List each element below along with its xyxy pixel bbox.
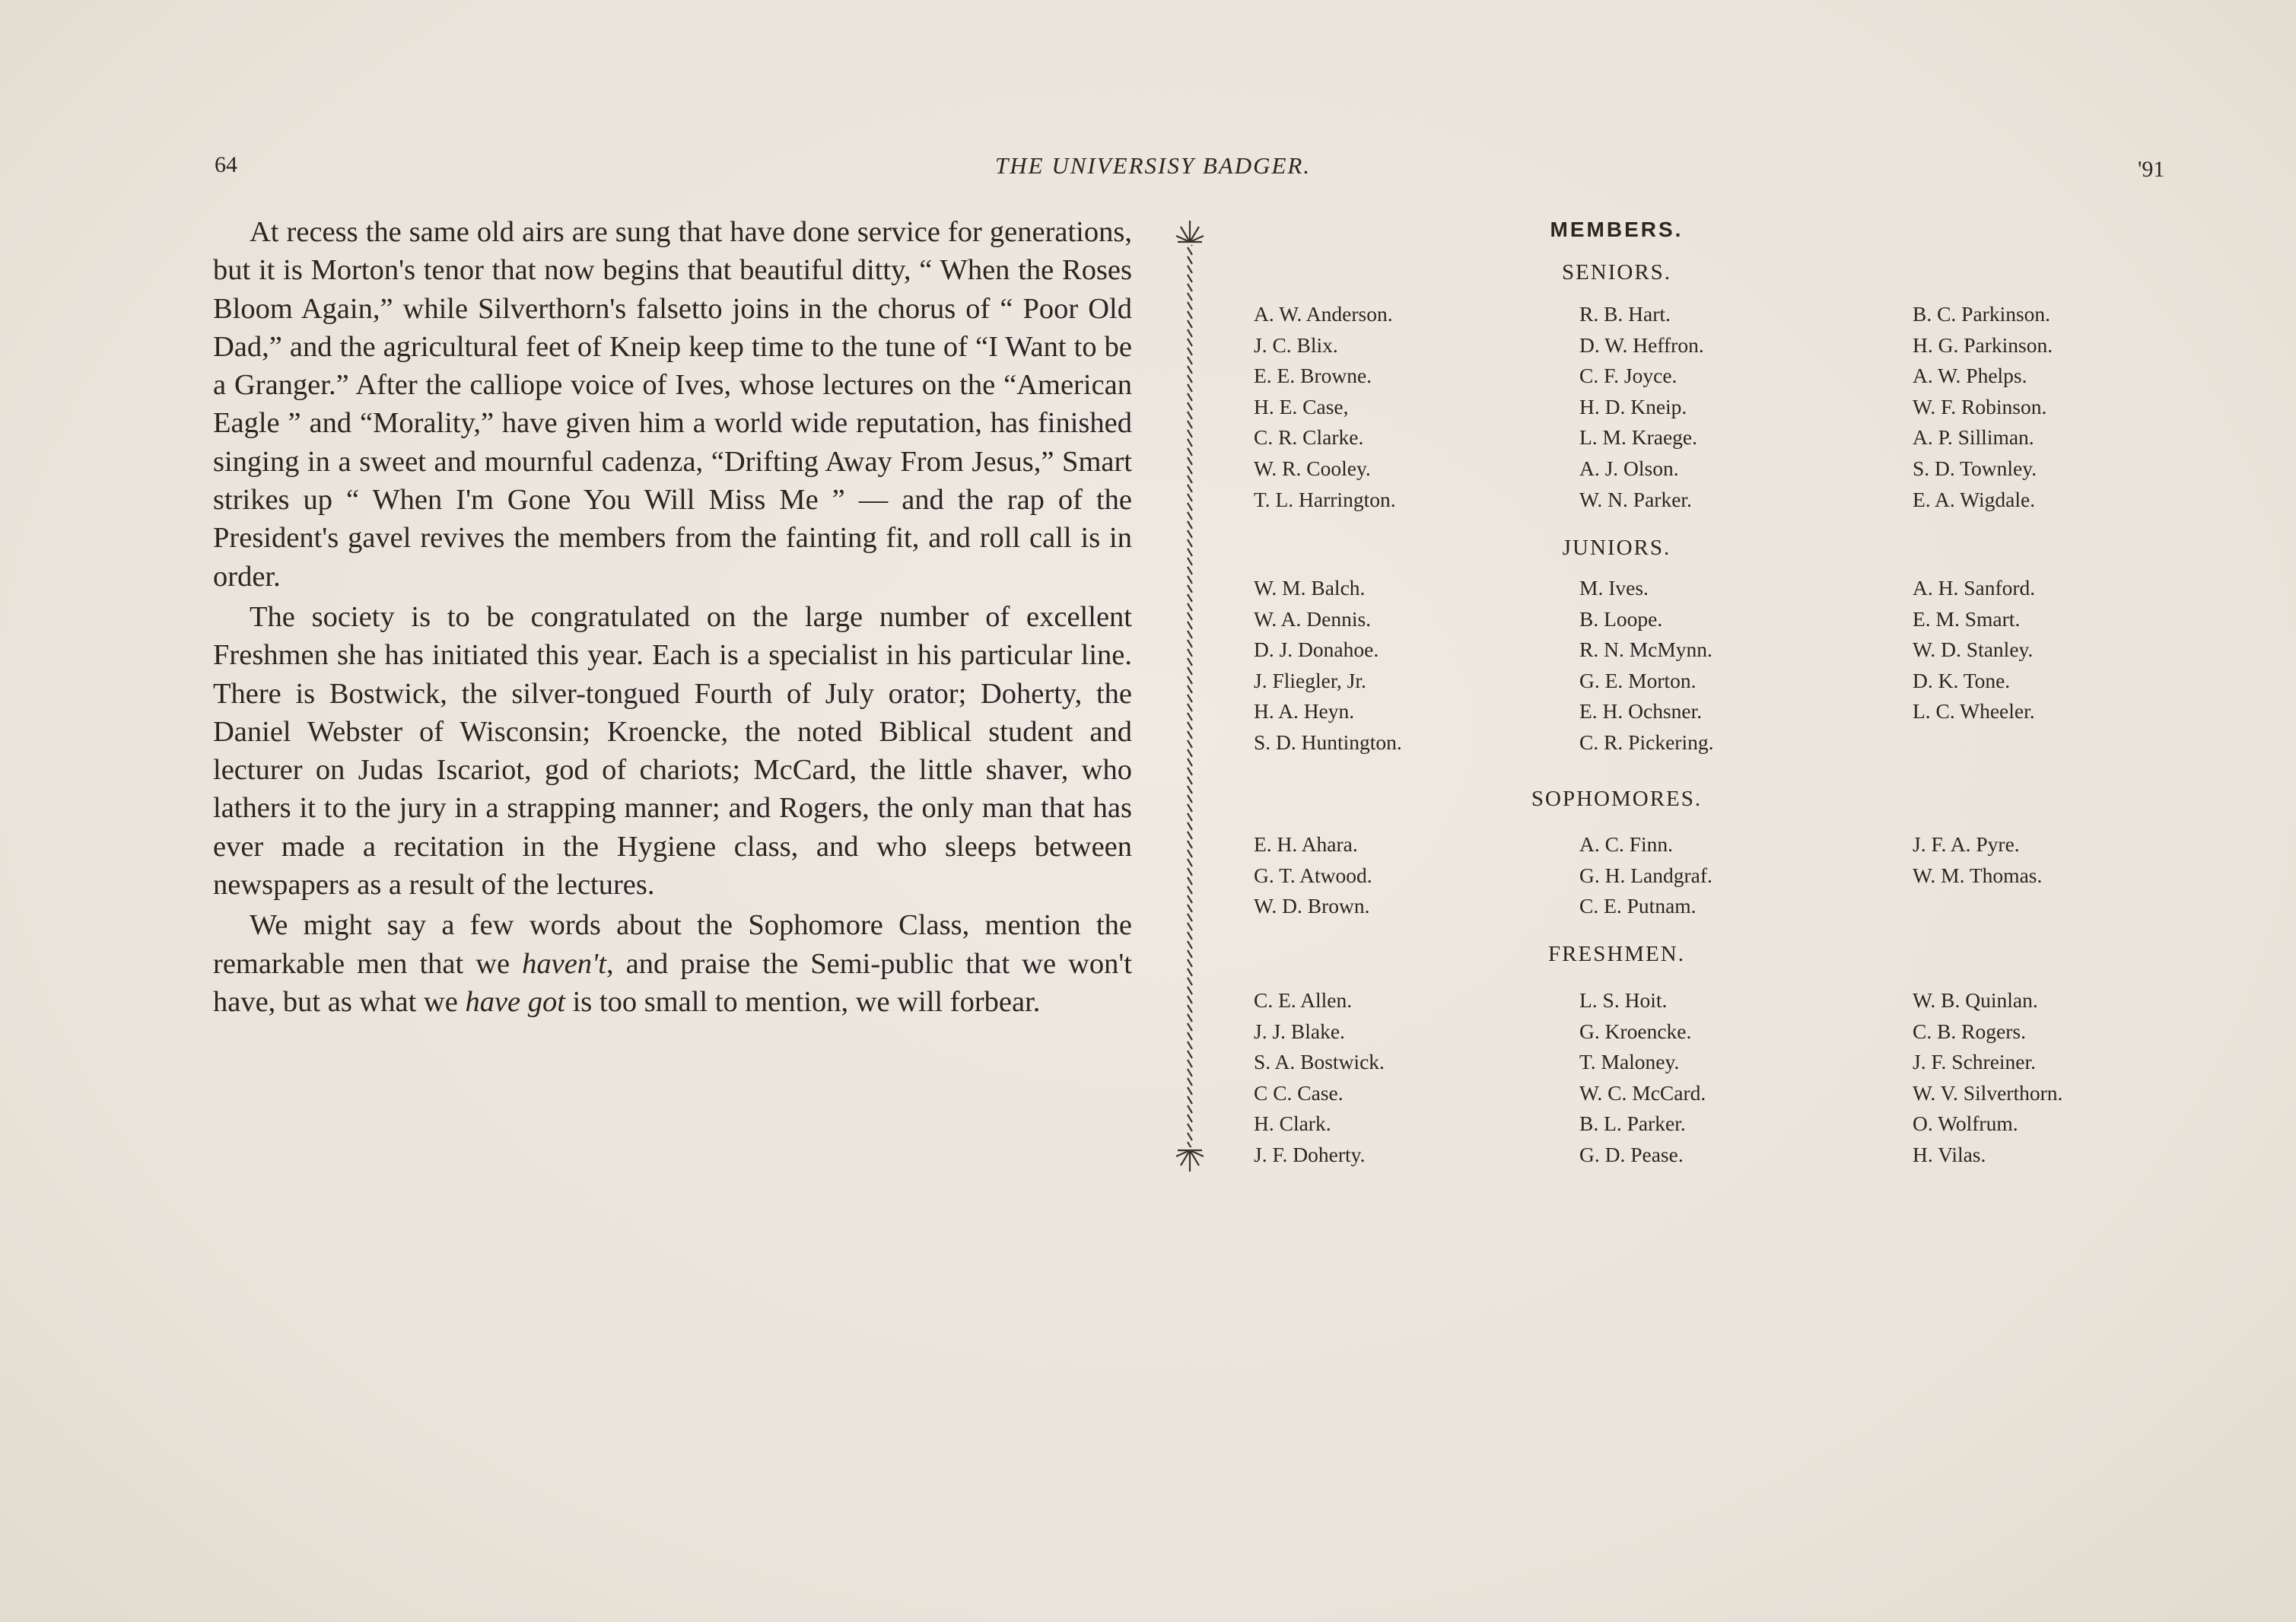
top-fleuron — [1176, 221, 1204, 242]
member-name: W. A. Dennis. — [1254, 606, 1372, 631]
member-name: J. J. Blake. — [1254, 1019, 1345, 1043]
member-name: C C. Case. — [1254, 1080, 1344, 1105]
member-name: G. E. Morton. — [1579, 668, 1697, 692]
member-name: R. N. McMynn. — [1579, 638, 1712, 662]
member-name: W. R. Cooley. — [1254, 456, 1371, 480]
members-title: MEMBERS. — [1550, 218, 1684, 241]
juniors-column-2 — [1579, 573, 1713, 759]
article-text — [213, 213, 1132, 1021]
juniors-column-1 — [1254, 573, 1402, 759]
member-name: M. Ives. — [1579, 576, 1649, 600]
member-name: J. F. Schreiner. — [1913, 1050, 2037, 1074]
member-name: W. D. Brown. — [1254, 894, 1370, 918]
freshmen-column-2 — [1579, 985, 1706, 1171]
member-name: W. V. Silverthorn. — [1913, 1080, 2063, 1105]
member-name: C. E. Allen. — [1254, 988, 1353, 1012]
member-name: S. A. Bostwick. — [1254, 1050, 1385, 1074]
running-title: THE UNIVERSISY BADGER. — [995, 152, 1312, 179]
member-name: W. D. Stanley. — [1913, 638, 2034, 662]
member-name: D. W. Heffron. — [1579, 332, 1704, 357]
member-name: W. M. Thomas. — [1913, 863, 2043, 887]
member-name: A. H. Sanford. — [1913, 576, 2036, 600]
twisted-rule — [1175, 245, 1205, 1147]
member-name: C. B. Rogers. — [1913, 1019, 2026, 1043]
member-name: C. R. Clarke. — [1254, 425, 1364, 450]
member-name: H. G. Parkinson. — [1913, 332, 2053, 357]
class-heading-sophomores: SOPHOMORES. — [1531, 787, 1703, 811]
paragraph: The society is to be congratulated on the large number of excellent Freshmen she has initiated this year. Each is a specialist in his particular line. There is Bostwick, the silver-tongued Fourth of July orator; Doherty, the Daniel Webster of Wisconsin; Kroencke, the noted Biblical student and lecturer on Judas Iscariot, god of chariots; McCard, the little shaver, who lathers it to the jury in a strapping manner; and Rogers, the only man that has ever made a recitation in the Hygiene class, and who sleeps between newspapers as a result of the lectures. — [213, 600, 1132, 902]
seniors-column-1 — [1254, 299, 1396, 515]
member-name: W. F. Robinson. — [1913, 394, 2047, 418]
member-name: H. Vilas. — [1913, 1142, 1986, 1166]
member-name: W. C. McCard. — [1579, 1080, 1706, 1105]
member-name: J. F. Doherty. — [1254, 1142, 1366, 1166]
member-name: C. R. Pickering. — [1579, 730, 1714, 754]
class-heading-freshmen: FRESHMEN. — [1548, 942, 1685, 966]
seniors-column-3 — [1913, 299, 2053, 515]
member-name: D. J. Donahoe. — [1254, 638, 1379, 662]
member-name: G. Kroencke. — [1579, 1019, 1692, 1043]
member-name: L. S. Hoit. — [1579, 988, 1668, 1012]
member-name: L. C. Wheeler. — [1913, 699, 2035, 724]
class-heading-seniors: SENIORS. — [1561, 260, 1672, 285]
member-name: E. H. Ochsner. — [1579, 699, 1703, 724]
sophomores-column-2 — [1579, 829, 1712, 922]
member-name: W. M. Balch. — [1254, 576, 1366, 600]
member-name: E. E. Browne. — [1254, 364, 1372, 388]
member-name: A. C. Finn. — [1579, 832, 1674, 856]
member-name: J. F. A. Pyre. — [1913, 832, 2020, 856]
member-name: H. A. Heyn. — [1254, 699, 1355, 724]
member-name: C. E. Putnam. — [1579, 894, 1697, 918]
member-name: O. Wolfrum. — [1913, 1112, 2018, 1136]
member-name: H. Clark. — [1254, 1112, 1331, 1136]
sophomores-column-3 — [1913, 829, 2042, 891]
member-name: G. T. Atwood. — [1254, 863, 1372, 887]
member-name: E. M. Smart. — [1913, 606, 2021, 631]
member-name: G. D. Pease. — [1579, 1142, 1684, 1166]
member-name: A. W. Phelps. — [1913, 364, 2027, 388]
juniors-column-3 — [1913, 573, 2035, 727]
member-name: H. D. Kneip. — [1579, 394, 1687, 418]
class-heading-juniors: JUNIORS. — [1562, 536, 1671, 560]
sophomores-column-1 — [1254, 829, 1372, 922]
member-name: S. D. Townley. — [1913, 456, 2037, 480]
member-name: A. P. Silliman. — [1913, 425, 2034, 450]
bottom-fleuron — [1176, 1150, 1204, 1172]
text-run: is too small to mention, we will forbear. — [564, 985, 1041, 1018]
member-name: J. Fliegler, Jr. — [1254, 668, 1366, 692]
paragraph: At recess the same old airs are sung that have done service for generations, but it is Morton's tenor that now begins that beautiful ditty, “ When the Roses Bloom Again,” while Silverthorn's falsetto joins in the chorus of “ Poor Old Dad,” and the agricultural feet of Kneip keep time to the tune of “I Want to be a Granger.” After the calliope voice of Ives, whose lectures on the “American Eagle ” and “Morality,” have given him a world wide reputation, has finished singing in a sweet and mournful cadenza, “Drifting Away From Jesus,” Smart strikes up “ When I'm Gone You Will Miss Me ” — and the rap of the President's gavel revives the members from the fainting fit, and roll call is in order. — [213, 216, 1132, 593]
member-name: W. B. Quinlan. — [1913, 988, 2038, 1012]
member-name: H. E. Case, — [1254, 394, 1349, 418]
freshmen-column-3 — [1913, 985, 2062, 1171]
paragraph — [213, 906, 1132, 1021]
member-name: W. N. Parker. — [1579, 487, 1692, 511]
member-name: B. C. Parkinson. — [1913, 302, 2051, 326]
member-name: R. B. Hart. — [1579, 302, 1671, 326]
member-name: J. C. Blix. — [1254, 332, 1338, 357]
member-name: T. Maloney. — [1579, 1050, 1680, 1074]
member-name: T. L. Harrington. — [1254, 487, 1396, 511]
class-year: '91 — [2138, 157, 2165, 182]
member-name: E. H. Ahara. — [1254, 832, 1358, 856]
member-name: D. K. Tone. — [1913, 668, 2011, 692]
member-name: B. Loope. — [1579, 606, 1663, 631]
text-run: , and praise the Semi-public that we won't have, but as what we — [213, 947, 1132, 1018]
seniors-column-2 — [1579, 299, 1704, 515]
ornamental-divider — [1175, 219, 1205, 1173]
member-name: A. W. Anderson. — [1254, 302, 1393, 326]
member-name: L. M. Kraege. — [1579, 425, 1698, 450]
member-name: B. L. Parker. — [1579, 1112, 1686, 1136]
member-name: S. D. Huntington. — [1254, 730, 1402, 754]
member-name: G. H. Landgraf. — [1579, 863, 1712, 887]
emphasis: have got — [465, 985, 565, 1018]
member-name: A. J. Olson. — [1579, 456, 1679, 480]
member-name: C. F. Joyce. — [1579, 364, 1677, 388]
page-number: 64 — [215, 152, 237, 177]
emphasis: haven't — [522, 947, 606, 980]
text-run: We might say a few words about the Sophomore Class, mention the remarkable men that we — [213, 909, 1132, 980]
member-name: E. A. Wigdale. — [1913, 487, 2036, 511]
freshmen-column-1 — [1254, 985, 1385, 1171]
